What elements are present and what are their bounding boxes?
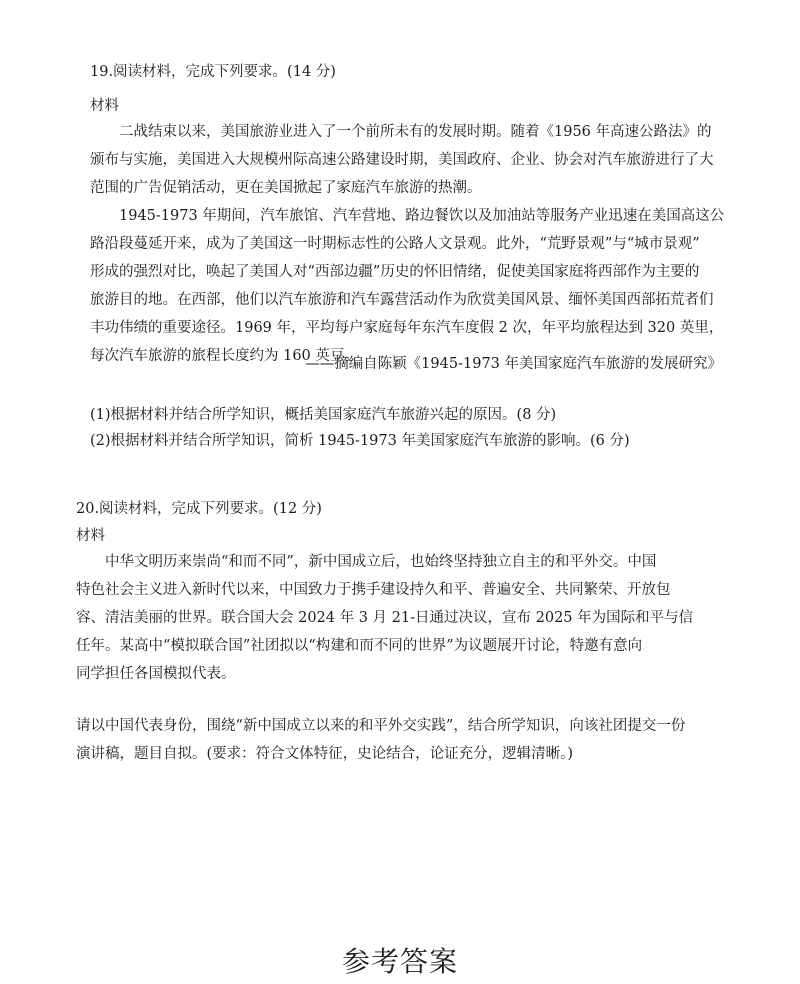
text-line: 特色社会主义进入新时代以来，中国致力于携手建设持久和平、普遍安全、共同繁荣、开放包	[76, 582, 671, 598]
text-line: 请以中国代表身份，围绕“新中国成立以来的和平外交实践”，结合所学知识，向该社团提交一份	[76, 718, 686, 734]
text-line: 旅游目的地。在西部，他们以汽车旅游和汽车露营活动作为欣赏美国风景、缅怀美国西部拓荒者们	[90, 292, 714, 308]
q19-question-1: (1)根据材料并结合所学知识，概括美国家庭汽车旅游兴起的原因。(8 分)	[90, 407, 557, 423]
q20-task-instructions	[76, 712, 696, 768]
q19-material-paragraph-2	[90, 202, 725, 370]
text-line: 范围的广告促销活动，更在美国掀起了家庭汽车旅游的热潮。	[90, 180, 482, 196]
text-line: 丰功伟绩的重要途径。1969 年，平均每户家庭每年东汽车度假 2 次，年平均旅程达到 320 英里，	[90, 320, 724, 336]
q19-question-2: (2)根据材料并结合所学知识，简析 1945-1973 年美国家庭汽车旅游的影响。(6 分)	[90, 433, 630, 449]
q19-title: 19.阅读材料，完成下列要求。(14 分)	[90, 64, 336, 80]
text-line: 每次汽车旅游的旅程长度约为 160 英豆。	[90, 348, 359, 364]
q19-material-label: 材料	[90, 98, 119, 114]
text-line: 二战结束以来，美国旅游业进入了一个前所未有的发展时期。随着《1956 年高速公路法》的	[119, 124, 712, 140]
text-line: 同学担任各国模拟代表。	[76, 666, 236, 682]
text-line: 任年。某高中“模拟联合国”社团拟以“构建和而不同的世界”为议题展开讨论，特邀有意向	[76, 638, 643, 654]
text-line: 形成的强烈对比，唤起了美国人对“西部边疆”历史的怀旧情绪，促使美国家庭将西部作为主要的	[90, 264, 700, 280]
q19-material-paragraph-1	[90, 118, 720, 202]
text-line: 路沿段蔓延开来，成为了美国这一时期标志性的公路人文景观。此外，“荒野景观”与“城市景观”	[90, 236, 700, 252]
q20-material-paragraph	[76, 548, 696, 688]
text-line: 中华文明历来崇尚“和而不同”，新中国成立后，也始终坚持独立自主的和平外交。中国	[105, 554, 657, 570]
q20-material-label: 材料	[76, 528, 105, 544]
text-line: 颁布与实施，美国进入大规模州际高速公路建设时期，美国政府、企业、协会对汽车旅游进行了大	[90, 152, 714, 168]
q20-title: 20.阅读材料，完成下列要求。(12 分)	[76, 501, 322, 517]
q19-source-citation: ——摘编自陈颖《1945-1973 年美国家庭汽车旅游的发展研究》	[305, 356, 722, 372]
text-line: 1945-1973 年期间，汽车旅馆、汽车营地、路边餐饮以及加油站等服务产业迅速在美国高这公	[119, 208, 725, 224]
answer-key-heading: 参考答案	[341, 945, 458, 978]
text-line: 容、清洁美丽的世界。联合国大会 2024 年 3 月 21-日通过决议，宣布 2025 年为国际和平与信	[76, 610, 694, 626]
text-line: 演讲稿，题目自拟。(要求：符合文体特征，史论结合，论证充分，逻辑清晰。)	[76, 746, 574, 762]
